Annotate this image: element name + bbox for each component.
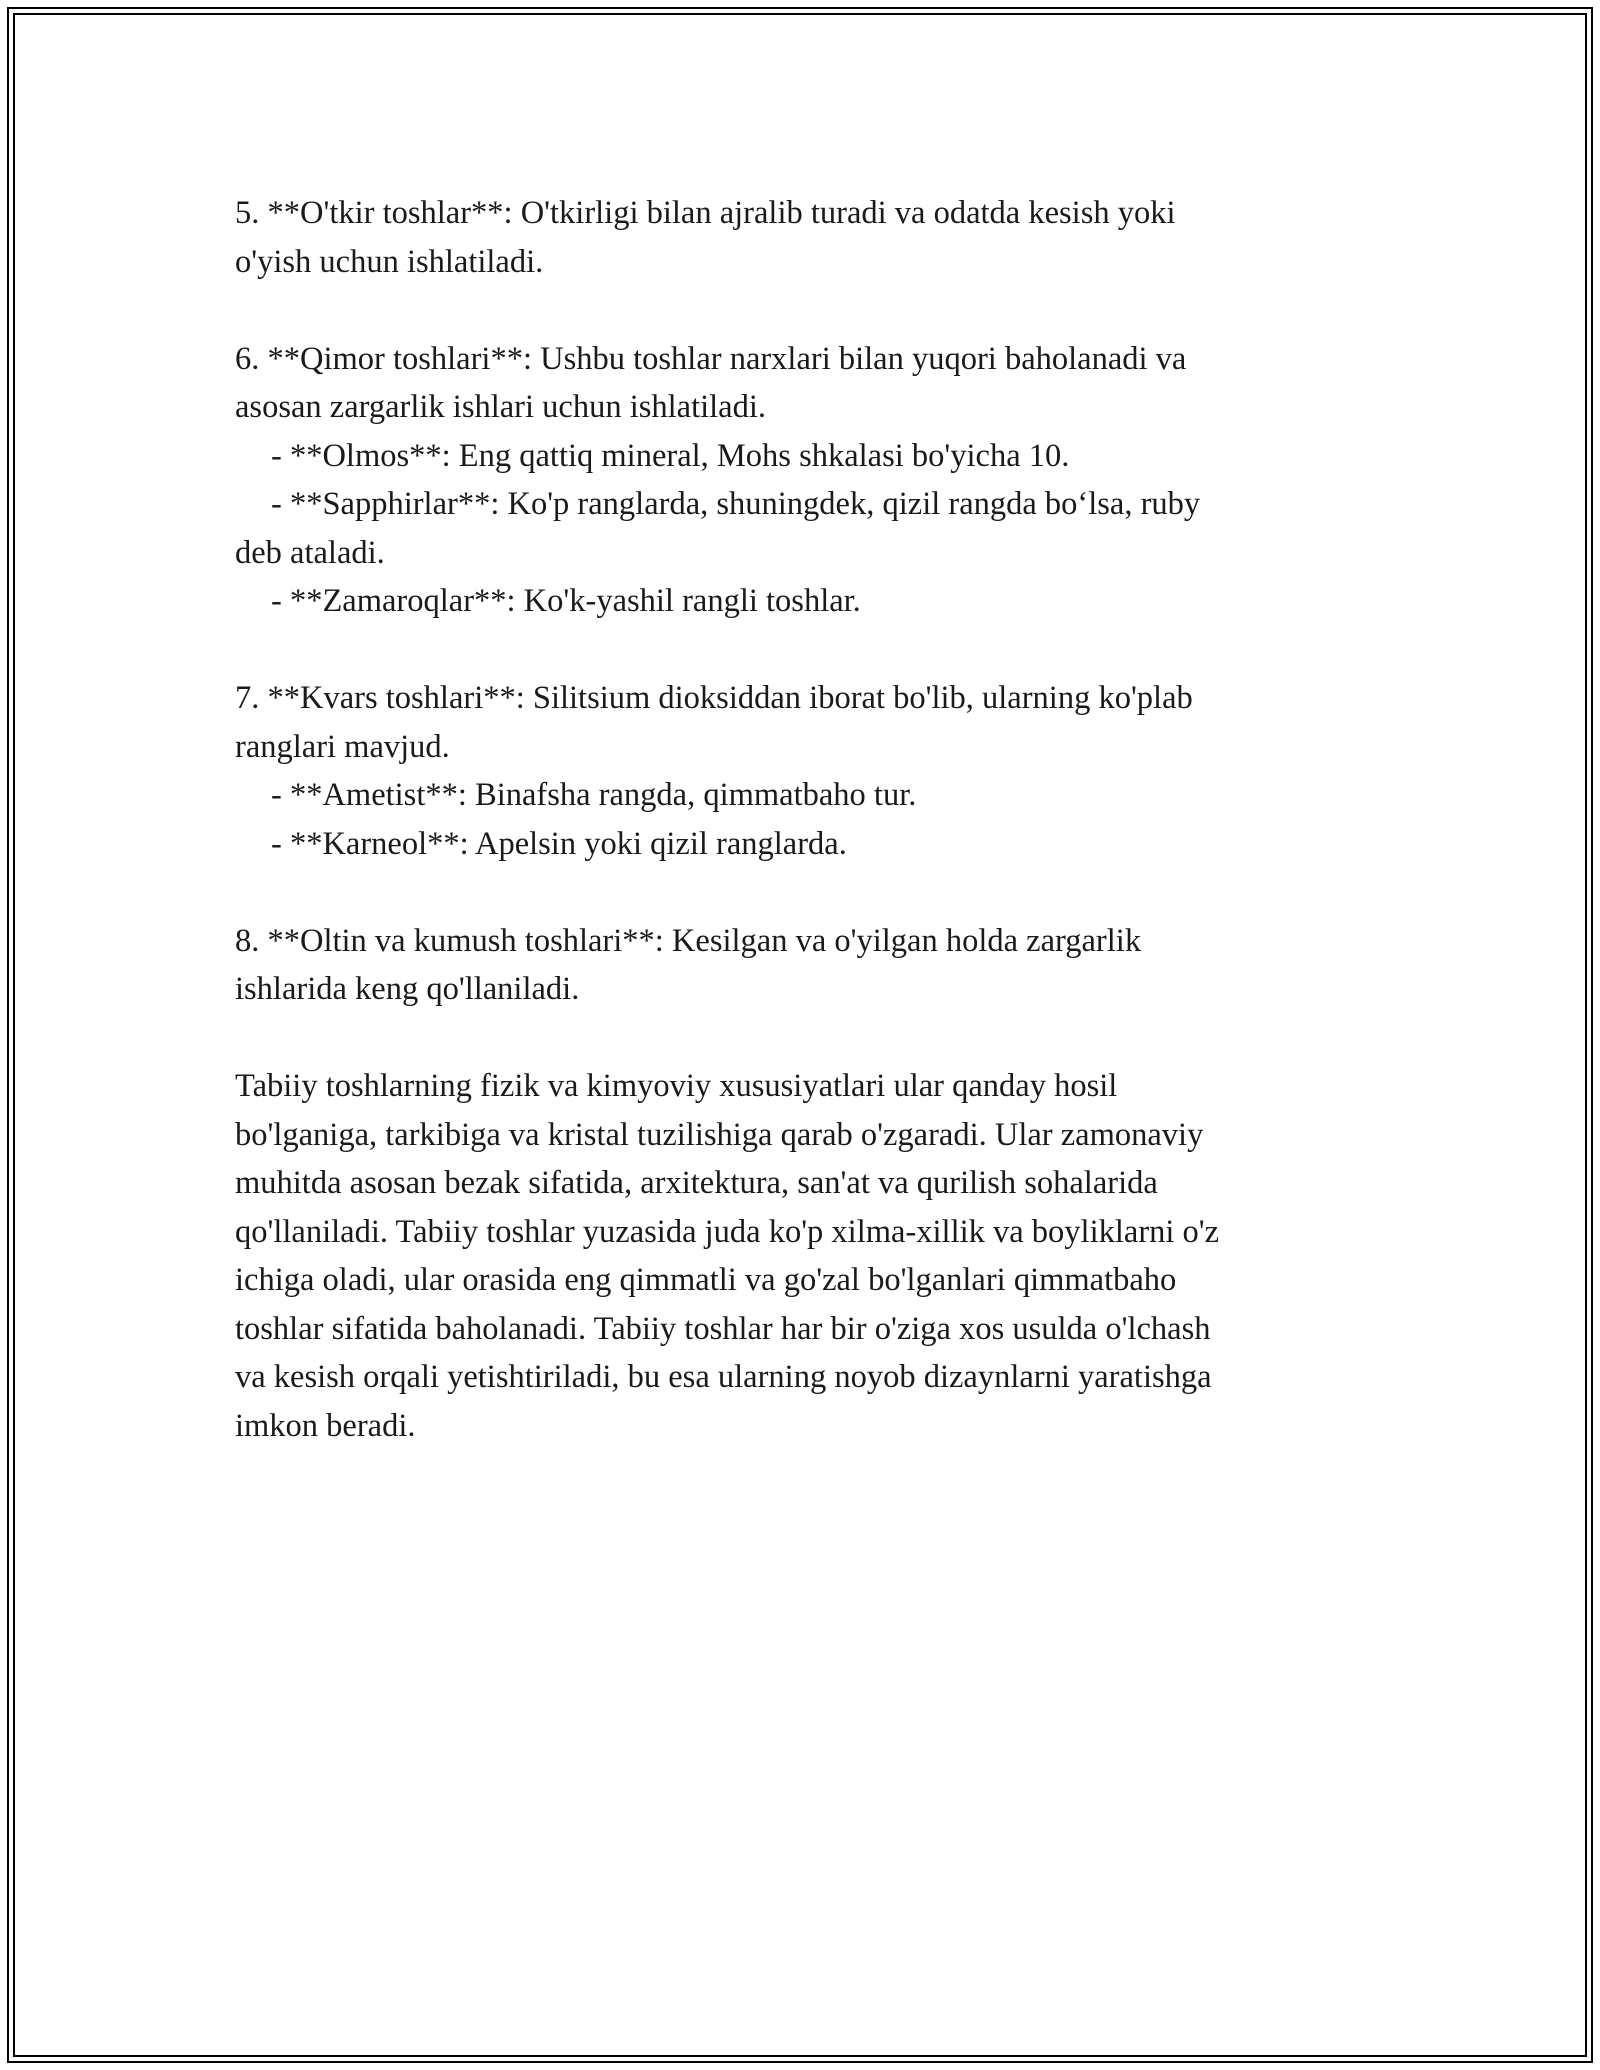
- text-line: 5. **O'tkir toshlar**: O'tkirligi bilan ajralib turadi va odatda kesish yoki: [235, 195, 1176, 231]
- text-line: ichiga oladi, ular orasida eng qimmatli va go'zal bo'lganlari qimmatbaho: [235, 1262, 1177, 1298]
- sub-item-olmos: - **Olmos**: Eng qattiq mineral, Mohs shkalasi bo'yicha 10.: [271, 437, 1070, 474]
- sub-item-ametist: - **Ametist**: Binafsha rangda, qimmatbaho tur.: [271, 777, 917, 813]
- text-line: ishlarida keng qo'llaniladi.: [235, 971, 580, 1007]
- text-line: deb ataladi.: [235, 534, 385, 571]
- list-item-7: [235, 674, 1365, 868]
- list-item-6: [235, 335, 1365, 626]
- summary-paragraph: [235, 1062, 1365, 1450]
- text-line: 8. **Oltin va kumush toshlari**: Kesilgan va o'yilgan holda zargarlik: [235, 922, 1142, 959]
- sub-item-zamaroqlar: - **Zamaroqlar**: Ko'k-yashil rangli toshlar.: [271, 583, 861, 619]
- text-line: va kesish orqali yetishtiriladi, bu esa ularning noyob dizaynlarni yaratishga: [235, 1359, 1212, 1395]
- text-line: 6. **Qimor toshlari**: Ushbu toshlar narxlari bilan yuqori baholanadi va: [235, 340, 1187, 377]
- text-line: 7. **Kvars toshlari**: Silitsium dioksiddan iborat bo'lib, ularning ko'plab: [235, 680, 1193, 716]
- text-line: ranglari mavjud.: [235, 728, 450, 765]
- text-line: o'yish uchun ishlatiladi.: [235, 243, 544, 280]
- document-body: [235, 189, 1365, 1499]
- text-line: muhitda asosan bezak sifatida, arxitektura, san'at va qurilish sohalarida: [235, 1165, 1158, 1201]
- text-line: asosan zargarlik ishlari uchun ishlatiladi.: [235, 389, 766, 425]
- text-line: imkon beradi.: [235, 1407, 416, 1444]
- sub-item-karneol: - **Karneol**: Apelsin yoki qizil ranglarda.: [271, 825, 847, 862]
- text-line: qo'llaniladi. Tabiiy toshlar yuzasida juda ko'p xilma-xillik va boyliklarni o'z: [235, 1213, 1220, 1250]
- text-line: Tabiiy toshlarning fizik va kimyoviy xususiyatlari ular qanday hosil: [235, 1068, 1118, 1104]
- text-line: bo'lganiga, tarkibiga va kristal tuzilishiga qarab o'zgaradi. Ular zamonaviy: [235, 1116, 1204, 1153]
- text-line: toshlar sifatida baholanadi. Tabiiy toshlar har bir o'ziga xos usulda o'lchash: [235, 1310, 1211, 1347]
- list-item-5: [235, 189, 1365, 286]
- list-item-8: [235, 917, 1365, 1014]
- sub-item-sapphirlar: - **Sapphirlar**: Ko'p ranglarda, shuningdek, qizil rangda bo‘lsa, ruby: [271, 486, 1201, 522]
